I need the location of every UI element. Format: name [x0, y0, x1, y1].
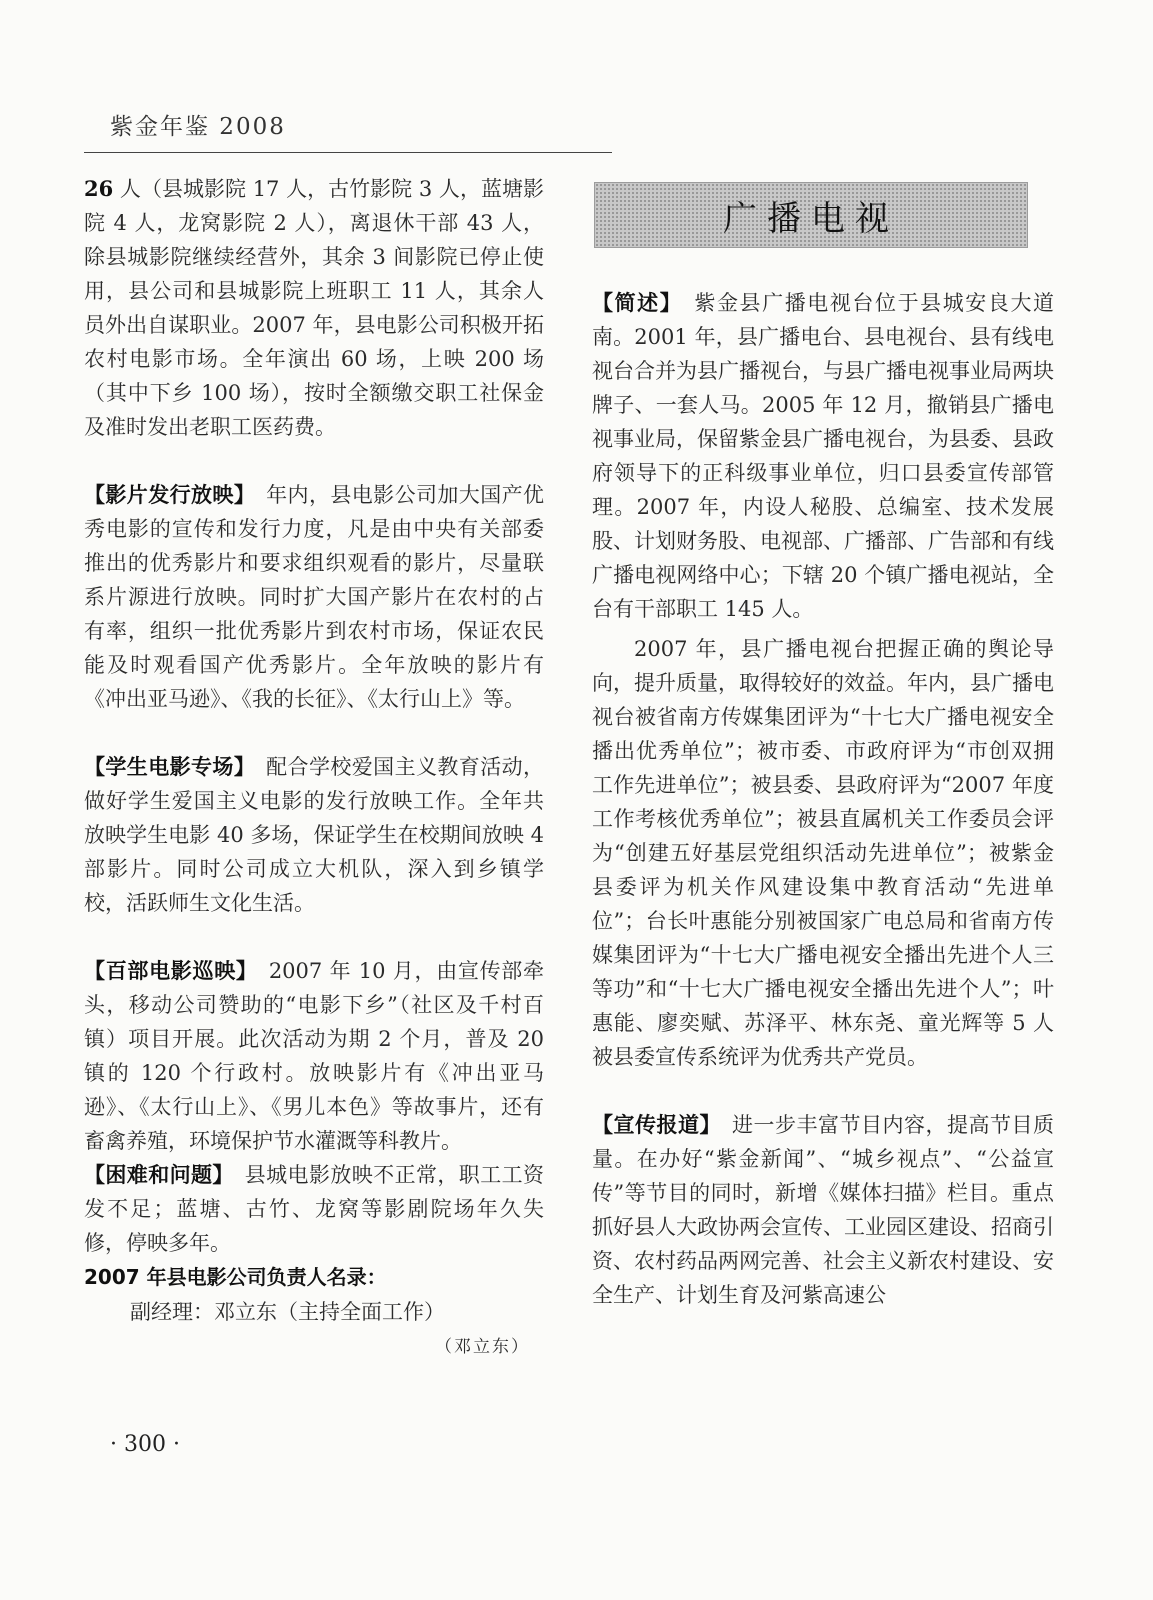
right-column [592, 172, 1054, 1312]
intro-paragraph [84, 172, 544, 444]
overview-paragraph [592, 286, 1054, 626]
section-title: 广播电视 [723, 198, 899, 239]
publicity-tag: 【宣传报道】 [592, 1113, 711, 1137]
roster-title: 2007 年县电影公司负责人名录： [84, 1265, 387, 1289]
author-note: （邓立东） [435, 1337, 530, 1357]
overview-text: 紫金县广播电视台位于县城安良大道南。2001 年，县广播电台、县电视台、县有线电视台合并为县广播视台，与县广播电视事业局两块牌子、一套人马。2005 年 12 月，撤销县广播电视事业局，保留紫金县广播电视台，为县委、县政府领导下的正科级事业单位，归口县委宣传部管理。2007 年，内设人秘股、总编室、技术发展股、计划财务股、电视部、广播部、广告部和有线广播电视网络中心；下辖 20 个镇广播电视站，全台有干部职工 145 人。 [592, 291, 1055, 621]
awards-paragraph: 2007 年，县广播电视台把握正确的舆论导向，提升质量，取得较好的效益。年内，县广播电视台被省南方传媒集团评为“十七大广播电视安全播出优秀单位”；被市委、市政府评为“市创双拥工作先进单位”；被县委、县政府评为“2007 年度工作考核优秀单位”；被县直属机关工作委员会评为“创建五好基层党组织活动先进单位”；被紫金县委评为机关作风建设集中教育活动“先进单位”；台长叶惠能分别被国家广电总局和省南方传媒集团评为“十七大广播电视安全播出先进个人三等功”和“十七大广播电视安全播出先进个人”；叶惠能、廖奕赋、苏泽平、林东尧、童光辉等 5 人被县委宣传系统评为优秀共产党员。 [592, 637, 1054, 1069]
running-title: 紫金年鉴 2008 [110, 114, 286, 140]
student-film-paragraph [84, 750, 544, 920]
publicity-text: 进一步丰富节目内容，提高节目质量。在办好“紫金新闻”、“城乡视点”、“公益宣传”等节目的同时，新增《媒体扫描》栏目。重点抓好县人大政协两会宣传、工业园区建设、招商引资、农村药品两网完善、社会主义新农村建设、安全生产、计划生育及河紫高速公 [592, 1113, 1054, 1307]
roster-line: 副经理：邓立东（主持全面工作） [130, 1300, 445, 1324]
intro-number: 26 [84, 176, 114, 201]
header-rule [84, 152, 612, 153]
film-distribution-text: 年内，县电影公司加大国产优秀电影的宣传和发行力度，凡是由中央有关部委推出的优秀影片和要求组织观看的影片，尽量联系片源进行放映。同时扩大国产影片在农村的占有率，组织一批优秀影片到农村市场，保证农民能及时观看国产优秀影片。全年放映的影片有《冲出亚马逊》、《我的长征》、《太行山上》等。 [84, 483, 545, 711]
hundred-films-tag: 【百部电影巡映】 [84, 959, 248, 983]
difficulties-text: 县城电影放映不正常，职工工资发不足；蓝塘、古竹、龙窝等影剧院场年久失修，停映多年。 [84, 1163, 545, 1255]
difficulties-paragraph [84, 1158, 544, 1260]
film-distribution-tag: 【影片发行放映】 [84, 483, 245, 507]
student-film-text: 配合学校爱国主义教育活动，做好学生爱国主义电影的发行放映工作。全年共放映学生电影 40 多场，保证学生在校期间放映 4 部影片。同时公司成立大机队，深入到乡镇学校，活跃师生文化生活。 [84, 755, 545, 915]
section-title-banner [594, 182, 1028, 248]
difficulties-tag: 【困难和问题】 [84, 1163, 224, 1187]
left-column [84, 172, 544, 1364]
page-number: · 300 · [110, 1432, 180, 1457]
student-film-tag: 【学生电影专场】 [84, 755, 245, 779]
hundred-films-paragraph [84, 954, 544, 1158]
film-distribution-paragraph [84, 478, 544, 716]
publicity-paragraph [592, 1108, 1054, 1312]
overview-tag: 【简述】 [592, 291, 672, 315]
hundred-films-text: 2007 年 10 月，由宣传部牵头，移动公司赞助的“电影下乡”（社区及千村百镇）项目开展。此次活动为期 2 个月，普及 20 镇的 120 个行政村。放映影片有《冲出亚马逊》、《太行山上》、《男儿本色》等故事片，还有畜禽养殖，环境保护节水灌溉等科教片。 [84, 959, 545, 1153]
intro-text: 人（县城影院 17 人，古竹影院 3 人，蓝塘影院 4 人，龙窝影院 2 人），离退休干部 43 人，除县城影院继续经营外，其余 3 间影院已停止使用，县公司和县城影院上班职工 11 人，其余人员外出自谋职业。2007 年，县电影公司积极开拓农村电影市场。全年演出 60 场，上映 200 场（其中下乡 100 场），按时全额缴交职工社保金及准时发出老职工医药费。 [84, 177, 544, 439]
